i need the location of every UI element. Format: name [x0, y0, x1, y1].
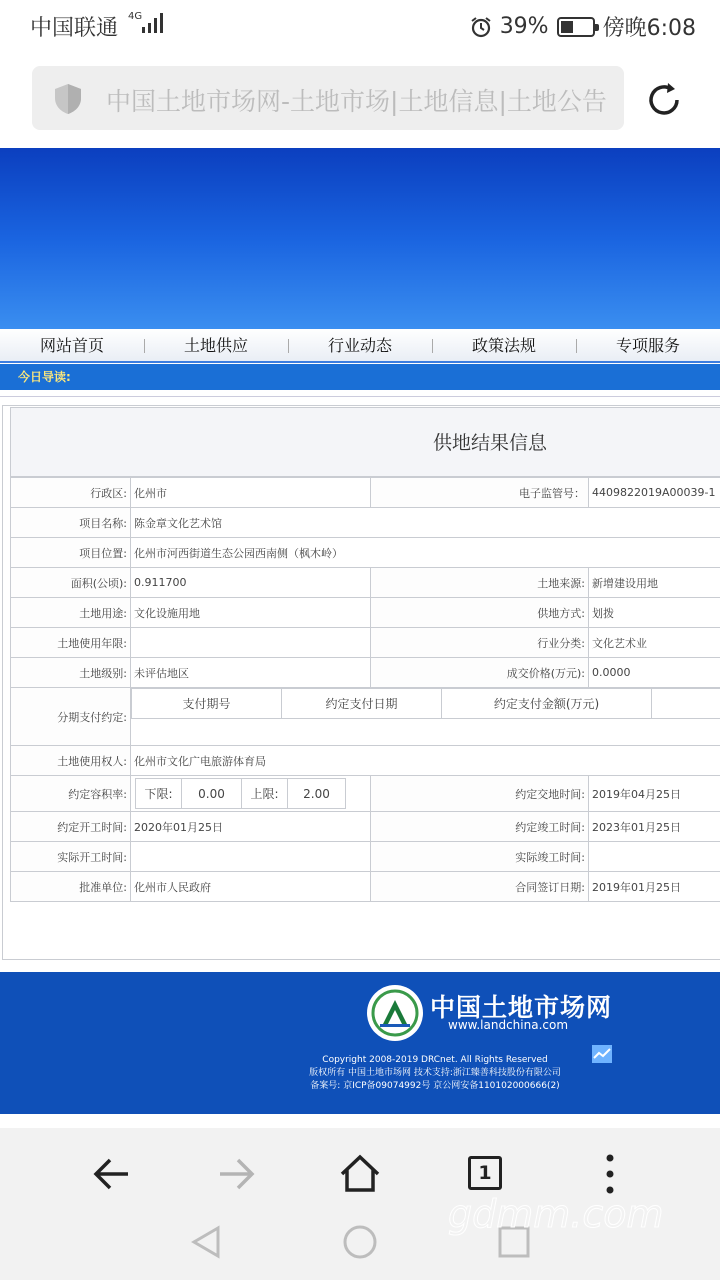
today-guide: 今日导读: [0, 364, 720, 390]
value-finish: 2023年01月25日 [589, 812, 720, 842]
table-row [136, 779, 346, 809]
nav-back-icon[interactable] [186, 1222, 226, 1262]
table-row [11, 628, 720, 658]
far-cell [131, 776, 371, 812]
table-row [11, 568, 720, 598]
far-table [135, 778, 346, 809]
value-contract: 2019年01月25日 [589, 872, 720, 902]
far-high-value: 2.00 [288, 779, 346, 809]
footer-owner: 版权所有 中国土地市场网 技术支持:浙江臻善科技股份有限公司 [309, 1068, 561, 1078]
content-area [0, 396, 720, 958]
back-icon[interactable] [82, 1144, 142, 1204]
value-district: 化州市 [131, 478, 371, 508]
label-contract: 合同签订日期: [371, 872, 589, 902]
land-info-table [10, 477, 720, 902]
value-source: 新增建设用地 [589, 568, 720, 598]
nav-land-supply[interactable]: 土地供应 [144, 329, 288, 361]
footer-copyright-block [0, 1054, 720, 1093]
nav-home[interactable]: 网站首页 [39, 336, 104, 355]
clock: 傍晚6:08 [602, 16, 696, 41]
landchina-logo-icon [366, 984, 424, 1042]
status-bar [0, 0, 720, 50]
label-holder: 土地使用权人: [11, 746, 131, 776]
label-handover: 约定交地时间: [371, 776, 589, 812]
value-grade: 未评估地区 [131, 658, 371, 688]
site-banner [0, 148, 720, 329]
footer-copyright: Copyright 2008-2019 DRCnet. All Rights Reserved [322, 1055, 548, 1065]
value-industry: 文化艺术业 [589, 628, 720, 658]
far-low-label: 下限: [136, 779, 182, 809]
battery-percent: 39% [499, 14, 549, 39]
footer-brand: 中国土地市场网 [430, 993, 613, 1022]
label-supervision: 电子监管号： [371, 478, 589, 508]
label-finish: 约定竣工时间: [371, 812, 589, 842]
header-blank [652, 689, 720, 719]
table-row [11, 842, 720, 872]
label-source: 土地来源: [371, 568, 589, 598]
nav-home-icon[interactable] [340, 1222, 380, 1262]
table-row [11, 478, 720, 508]
value-supervision: 4409822019A00039-1 [589, 478, 720, 508]
label-area: 面积(公顷): [11, 568, 131, 598]
label-grade: 土地级别: [11, 658, 131, 688]
label-installment: 分期支付约定: [11, 688, 131, 746]
table-row [132, 689, 720, 719]
table-row [11, 776, 720, 812]
far-high-label: 上限: [242, 779, 288, 809]
value-start: 2020年01月25日 [131, 812, 371, 842]
table-row [11, 746, 720, 776]
site-footer [0, 972, 720, 1114]
watermark: gdmm.com [448, 1192, 664, 1236]
nav-policies[interactable]: 政策法规 [432, 329, 576, 361]
page-url-title: 中国土地市场网-土地市场|土地信息|土地公告 [106, 87, 607, 116]
header-amount: 约定支付金额(万元) [442, 689, 652, 719]
label-term: 土地使用年限: [11, 628, 131, 658]
table-row [11, 658, 720, 688]
value-project: 陈金章文化艺术馆 [131, 508, 720, 538]
label-actual-start: 实际开工时间: [11, 842, 131, 872]
value-handover: 2019年04月25日 [589, 776, 720, 812]
value-price: 0.0000 [589, 658, 720, 688]
table-row [11, 688, 720, 746]
table-row [11, 538, 720, 568]
carrier-name: 中国联通 [30, 16, 119, 41]
value-usage: 文化设施用地 [131, 598, 371, 628]
label-location: 项目位置: [11, 538, 131, 568]
label-project: 项目名称: [11, 508, 131, 538]
label-actual-finish: 实际竣工时间: [371, 842, 589, 872]
alarm-icon [470, 16, 492, 38]
address-bar[interactable] [32, 66, 624, 130]
home-icon[interactable] [330, 1144, 390, 1204]
shield-icon [52, 82, 84, 116]
value-actual-start [131, 842, 371, 872]
installment-table [131, 688, 720, 719]
table-row [11, 598, 720, 628]
footer-url[interactable]: www.landchina.com [448, 1018, 569, 1032]
value-supply: 划拨 [589, 598, 720, 628]
label-supply: 供地方式: [371, 598, 589, 628]
label-industry: 行业分类: [371, 628, 589, 658]
value-actual-finish [589, 842, 720, 872]
nav-services[interactable]: 专项服务 [576, 329, 720, 361]
footer-icp: 备案号: 京ICP备09074992号 京公网安备110102000666(2) [310, 1081, 560, 1091]
label-approver: 批准单位: [11, 872, 131, 902]
far-low-value: 0.00 [182, 779, 242, 809]
nav-industry-news[interactable]: 行业动态 [288, 329, 432, 361]
value-location: 化州市河西街道生态公园西南侧（枫木岭） [131, 538, 720, 568]
installment-cell [131, 688, 720, 746]
header-date: 约定支付日期 [282, 689, 442, 719]
label-start: 约定开工时间: [11, 812, 131, 842]
table-row [11, 508, 720, 538]
main-nav [0, 329, 720, 363]
label-price: 成交价格(万元): [371, 658, 589, 688]
label-usage: 土地用途: [11, 598, 131, 628]
label-district: 行政区: [11, 478, 131, 508]
reload-icon[interactable] [644, 80, 684, 120]
value-area: 0.911700 [131, 568, 371, 598]
forward-icon[interactable] [206, 1144, 266, 1204]
value-holder: 化州市文化广电旅游体育局 [131, 746, 720, 776]
label-far: 约定容积率: [11, 776, 131, 812]
table-row [11, 872, 720, 902]
battery-icon [557, 17, 595, 37]
value-term [131, 628, 371, 658]
network-type: 4G [128, 11, 143, 22]
signal-icon [140, 12, 166, 34]
page-title: 供地结果信息 [10, 407, 720, 477]
table-row [11, 812, 720, 842]
header-period: 支付期号 [132, 689, 282, 719]
tab-count: 1 [468, 1156, 502, 1190]
value-approver: 化州市人民政府 [131, 872, 371, 902]
